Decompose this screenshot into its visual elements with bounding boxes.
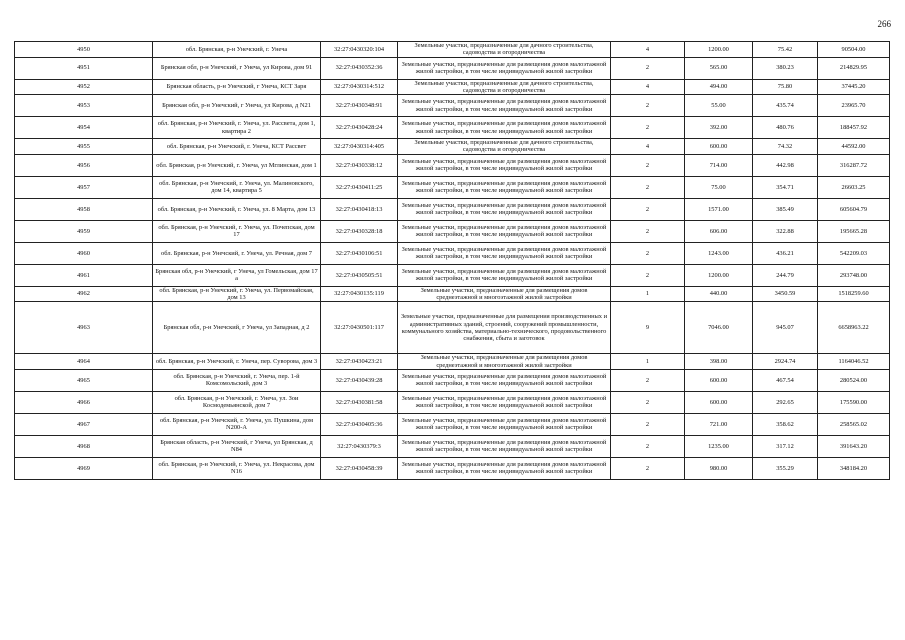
table-row <box>15 139 890 155</box>
area-cell: 600.00 <box>685 391 753 413</box>
cadastral-value-cell: 26603.25 <box>818 176 890 198</box>
area-cell: 606.00 <box>685 220 753 242</box>
cadastral-number-cell: 32:27:0430411:25 <box>321 176 398 198</box>
table-row <box>15 95 890 117</box>
area-cell: 714.00 <box>685 154 753 176</box>
row-number: 4959 <box>15 220 153 242</box>
row-number: 4951 <box>15 57 153 79</box>
land-use-cell: Земельные участки, предназначенные для размещения домов малоэтажной жилой застройки, в том числе индивидуальной жилой застройки <box>398 413 611 435</box>
area-cell: 980.00 <box>685 457 753 479</box>
area-cell: 55.00 <box>685 95 753 117</box>
specific-value-cell: 354.71 <box>753 176 818 198</box>
specific-value-cell: 436.21 <box>753 242 818 264</box>
specific-value-cell: 75.42 <box>753 42 818 58</box>
land-use-cell: Земельные участки, предназначенные для размещения домов малоэтажной жилой застройки, в том числе индивидуальной жилой застройки <box>398 457 611 479</box>
cadastral-value-cell: 293748.00 <box>818 264 890 286</box>
cadastral-number-cell: 32:27:0430501:117 <box>321 302 398 354</box>
address-cell: обл. Брянская, р-н Унечский, г. Унеча, ул. Пушкина, дом N200-А <box>153 413 321 435</box>
table-row <box>15 154 890 176</box>
land-use-cell: Земельные участки, предназначенные для размещения домов малоэтажной жилой застройки, в том числе индивидуальной жилой застройки <box>398 220 611 242</box>
address-cell: Брянская обл, р-н Унечский, г Унеча, ул Кирова, дом 91 <box>153 57 321 79</box>
row-number: 4950 <box>15 42 153 58</box>
cadastral-number-cell: 32:27:0430328:18 <box>321 220 398 242</box>
group-cell: 2 <box>611 220 685 242</box>
group-cell: 2 <box>611 435 685 457</box>
row-number: 4968 <box>15 435 153 457</box>
table-row <box>15 286 890 302</box>
address-cell: обл. Брянская, р-н Унечский, г. Унеча, ул. Первомайская, дом 13 <box>153 286 321 302</box>
group-cell: 2 <box>611 154 685 176</box>
table-row <box>15 79 890 95</box>
group-cell: 2 <box>611 369 685 391</box>
area-cell: 600.00 <box>685 139 753 155</box>
group-cell: 2 <box>611 176 685 198</box>
area-cell: 75.00 <box>685 176 753 198</box>
land-use-cell: Земельные участки, предназначенные для размещения домов малоэтажной жилой застройки, в том числе индивидуальной жилой застройки <box>398 117 611 139</box>
land-use-cell: Земельные участки, предназначенные для дачного строительства, садоводства и огородничества <box>398 139 611 155</box>
cadastral-number-cell: 32:27:0430135:119 <box>321 286 398 302</box>
row-number: 4953 <box>15 95 153 117</box>
table-row <box>15 369 890 391</box>
specific-value-cell: 322.88 <box>753 220 818 242</box>
cadastral-number-cell: 32:27:0430418:13 <box>321 198 398 220</box>
cadastral-number-cell: 32:27:0430379:3 <box>321 435 398 457</box>
land-use-cell: Земельные участки, предназначенные для размещения домов малоэтажной жилой застройки, в том числе индивидуальной жилой застройки <box>398 242 611 264</box>
row-number: 4965 <box>15 369 153 391</box>
cadastral-value-cell: 605604.79 <box>818 198 890 220</box>
row-number: 4957 <box>15 176 153 198</box>
specific-value-cell: 317.12 <box>753 435 818 457</box>
row-number: 4969 <box>15 457 153 479</box>
cadastral-value-cell: 195665.28 <box>818 220 890 242</box>
cadastral-value-cell: 280524.00 <box>818 369 890 391</box>
address-cell: обл. Брянская, р-н Унечский, г. Унеча, ул. Зои Космодемьянской, дом 7 <box>153 391 321 413</box>
specific-value-cell: 380.23 <box>753 57 818 79</box>
cadastral-number-cell: 32:27:0430352:36 <box>321 57 398 79</box>
group-cell: 2 <box>611 95 685 117</box>
row-number: 4955 <box>15 139 153 155</box>
cadastral-value-cell: 175590.00 <box>818 391 890 413</box>
group-cell: 1 <box>611 286 685 302</box>
table-body <box>15 42 890 480</box>
row-number: 4954 <box>15 117 153 139</box>
row-number: 4962 <box>15 286 153 302</box>
table-row <box>15 302 890 354</box>
row-number: 4952 <box>15 79 153 95</box>
cadastral-value-cell: 258565.02 <box>818 413 890 435</box>
table-row <box>15 117 890 139</box>
table-row <box>15 42 890 58</box>
area-cell: 1200.00 <box>685 42 753 58</box>
cadastral-value-cell: 214829.95 <box>818 57 890 79</box>
land-use-cell: Земельные участки, предназначенные для размещения домов малоэтажной жилой застройки, в том числе индивидуальной жилой застройки <box>398 154 611 176</box>
group-cell: 2 <box>611 457 685 479</box>
address-cell: обл. Брянская, р-н Унечский, г. Унеча, ул. Речная, дом 7 <box>153 242 321 264</box>
land-use-cell: Земельные участки, предназначенные для размещения домов среднеэтажной и многоэтажной жилой застройки <box>398 286 611 302</box>
specific-value-cell: 75.80 <box>753 79 818 95</box>
cadastral-value-cell: 542209.03 <box>818 242 890 264</box>
address-cell: обл. Брянская, р-н Унечский, г. Унеча, ул. Почепская, дом 17 <box>153 220 321 242</box>
cadastral-number-cell: 32:27:0430348:91 <box>321 95 398 117</box>
land-use-cell: Земельные участки, предназначенные для размещения домов малоэтажной жилой застройки, в том числе индивидуальной жилой застройки <box>398 198 611 220</box>
group-cell: 2 <box>611 391 685 413</box>
address-cell: обл. Брянская, р-н Унечский, г. Унеча <box>153 42 321 58</box>
cadastral-value-cell: 37445.20 <box>818 79 890 95</box>
address-cell: обл. Брянская, р-н Унечский, г. Унеча, ул. Некрасова, дом N16 <box>153 457 321 479</box>
cadastral-value-cell: 348184.20 <box>818 457 890 479</box>
area-cell: 1243.00 <box>685 242 753 264</box>
address-cell: Брянская обл, р-н Унечский, г Унеча, ул Западная, д 2 <box>153 302 321 354</box>
group-cell: 2 <box>611 413 685 435</box>
specific-value-cell: 945.07 <box>753 302 818 354</box>
address-cell: обл. Брянская, р-н Унечский, г. Унеча, пер. Суворова, дом 3 <box>153 354 321 370</box>
specific-value-cell: 358.62 <box>753 413 818 435</box>
cadastral-number-cell: 32:27:0430106:51 <box>321 242 398 264</box>
cadastral-number-cell: 32:27:0430314:512 <box>321 79 398 95</box>
group-cell: 2 <box>611 198 685 220</box>
cadastral-number-cell: 32:27:0430505:51 <box>321 264 398 286</box>
cadastral-value-cell: 391643.20 <box>818 435 890 457</box>
cadastral-value-cell: 188457.92 <box>818 117 890 139</box>
row-number: 4961 <box>15 264 153 286</box>
page-number: 266 <box>877 19 891 29</box>
row-number: 4963 <box>15 302 153 354</box>
land-use-cell: Земельные участки, предназначенные для дачного строительства, садоводства и огородничества <box>398 79 611 95</box>
cadastral-number-cell: 32:27:0430381:58 <box>321 391 398 413</box>
table-row <box>15 354 890 370</box>
area-cell: 565.00 <box>685 57 753 79</box>
specific-value-cell: 480.76 <box>753 117 818 139</box>
cadastral-number-cell: 32:27:0430423:21 <box>321 354 398 370</box>
specific-value-cell: 244.79 <box>753 264 818 286</box>
group-cell: 2 <box>611 57 685 79</box>
row-number: 4966 <box>15 391 153 413</box>
specific-value-cell: 385.49 <box>753 198 818 220</box>
land-use-cell: Земельные участки, предназначенные для размещения домов среднеэтажной и многоэтажной жилой застройки <box>398 354 611 370</box>
cadastral-number-cell: 32:27:0430320:104 <box>321 42 398 58</box>
address-cell: обл. Брянская, р-н Унечский, г. Унеча, ул. 8 Марта, дом 13 <box>153 198 321 220</box>
row-number: 4960 <box>15 242 153 264</box>
address-cell: Брянская обл, р-н Унечский, г Унеча, ул Гомельская, дом 17 а <box>153 264 321 286</box>
area-cell: 392.00 <box>685 117 753 139</box>
area-cell: 7046.00 <box>685 302 753 354</box>
cadastral-number-cell: 32:27:0430338:12 <box>321 154 398 176</box>
address-cell: Брянская обл, р-н Унечский, г Унеча, ул Кирова, д N21 <box>153 95 321 117</box>
area-cell: 721.00 <box>685 413 753 435</box>
area-cell: 600.00 <box>685 369 753 391</box>
area-cell: 494.00 <box>685 79 753 95</box>
area-cell: 1235.00 <box>685 435 753 457</box>
table-row <box>15 242 890 264</box>
address-cell: Брянская область, р-н Унечский, г Унеча, ул Брянская, д N84 <box>153 435 321 457</box>
cadastral-number-cell: 32:27:0430314:405 <box>321 139 398 155</box>
cadastral-number-cell: 32:27:0430439:28 <box>321 369 398 391</box>
table-row <box>15 176 890 198</box>
cadastral-number-cell: 32:27:0430458:39 <box>321 457 398 479</box>
group-cell: 4 <box>611 42 685 58</box>
cadastral-number-cell: 32:27:0430405:36 <box>321 413 398 435</box>
land-use-cell: Земельные участки, предназначенные для размещения домов малоэтажной жилой застройки, в том числе индивидуальной жилой застройки <box>398 57 611 79</box>
cadastral-value-cell: 316287.72 <box>818 154 890 176</box>
land-use-cell: Земельные участки, предназначенные для размещения производственных и административных зданий, строений, сооружений промышленности, коммунального хозяйства, материально-технического, продовольственного снабжения, сбыта и заготовок <box>398 302 611 354</box>
land-use-cell: Земельные участки, предназначенные для размещения домов малоэтажной жилой застройки, в том числе индивидуальной жилой застройки <box>398 264 611 286</box>
specific-value-cell: 3450.59 <box>753 286 818 302</box>
table-row <box>15 198 890 220</box>
land-use-cell: Земельные участки, предназначенные для дачного строительства, садоводства и огородничества <box>398 42 611 58</box>
cadastral-value-cell: 90504.00 <box>818 42 890 58</box>
group-cell: 4 <box>611 139 685 155</box>
land-use-cell: Земельные участки, предназначенные для размещения домов малоэтажной жилой застройки, в том числе индивидуальной жилой застройки <box>398 391 611 413</box>
group-cell: 2 <box>611 242 685 264</box>
cadastral-value-cell: 44592.00 <box>818 139 890 155</box>
cadastral-value-cell: 23965.70 <box>818 95 890 117</box>
table-row <box>15 391 890 413</box>
specific-value-cell: 2924.74 <box>753 354 818 370</box>
cadastral-number-cell: 32:27:0430428:24 <box>321 117 398 139</box>
cadastral-value-cell: 1518259.60 <box>818 286 890 302</box>
group-cell: 2 <box>611 117 685 139</box>
area-cell: 440.00 <box>685 286 753 302</box>
land-use-cell: Земельные участки, предназначенные для размещения домов малоэтажной жилой застройки, в том числе индивидуальной жилой застройки <box>398 369 611 391</box>
area-cell: 398.00 <box>685 354 753 370</box>
table-row <box>15 435 890 457</box>
specific-value-cell: 355.29 <box>753 457 818 479</box>
table-row <box>15 57 890 79</box>
table-row <box>15 457 890 479</box>
address-cell: обл. Брянская, р-н Унечский, г. Унеча, ул. Малиновского, дом 14, квартира 5 <box>153 176 321 198</box>
land-use-cell: Земельные участки, предназначенные для размещения домов малоэтажной жилой застройки, в том числе индивидуальной жилой застройки <box>398 435 611 457</box>
specific-value-cell: 292.65 <box>753 391 818 413</box>
cadastral-value-cell: 6658963.22 <box>818 302 890 354</box>
land-use-cell: Земельные участки, предназначенные для размещения домов малоэтажной жилой застройки, в том числе индивидуальной жилой застройки <box>398 176 611 198</box>
row-number: 4967 <box>15 413 153 435</box>
land-use-cell: Земельные участки, предназначенные для размещения домов малоэтажной жилой застройки, в том числе индивидуальной жилой застройки <box>398 95 611 117</box>
group-cell: 9 <box>611 302 685 354</box>
specific-value-cell: 442.98 <box>753 154 818 176</box>
address-cell: обл. Брянская, р-н Унечский, г. Унеча, пер. 1-й Комсомольский, дом 3 <box>153 369 321 391</box>
address-cell: обл. Брянская, р-н Унечский, г. Унеча, ул Мглинская, дом 1 <box>153 154 321 176</box>
row-number: 4964 <box>15 354 153 370</box>
row-number: 4956 <box>15 154 153 176</box>
specific-value-cell: 467.54 <box>753 369 818 391</box>
group-cell: 1 <box>611 354 685 370</box>
specific-value-cell: 435.74 <box>753 95 818 117</box>
table-row <box>15 220 890 242</box>
group-cell: 4 <box>611 79 685 95</box>
address-cell: обл. Брянская, р-н Унечский, г. Унеча, КСТ Рассвет <box>153 139 321 155</box>
table-row <box>15 264 890 286</box>
specific-value-cell: 74.32 <box>753 139 818 155</box>
row-number: 4958 <box>15 198 153 220</box>
cadastral-value-cell: 1164046.52 <box>818 354 890 370</box>
address-cell: обл. Брянская, р-н Унечский, г. Унеча, ул. Рассвета, дом 1, квартира 2 <box>153 117 321 139</box>
area-cell: 1571.00 <box>685 198 753 220</box>
address-cell: Брянская область, р-н Унечский, г Унеча, КСТ Заря <box>153 79 321 95</box>
group-cell: 2 <box>611 264 685 286</box>
table-row <box>15 413 890 435</box>
cadastral-value-table <box>14 41 890 480</box>
area-cell: 1200.00 <box>685 264 753 286</box>
